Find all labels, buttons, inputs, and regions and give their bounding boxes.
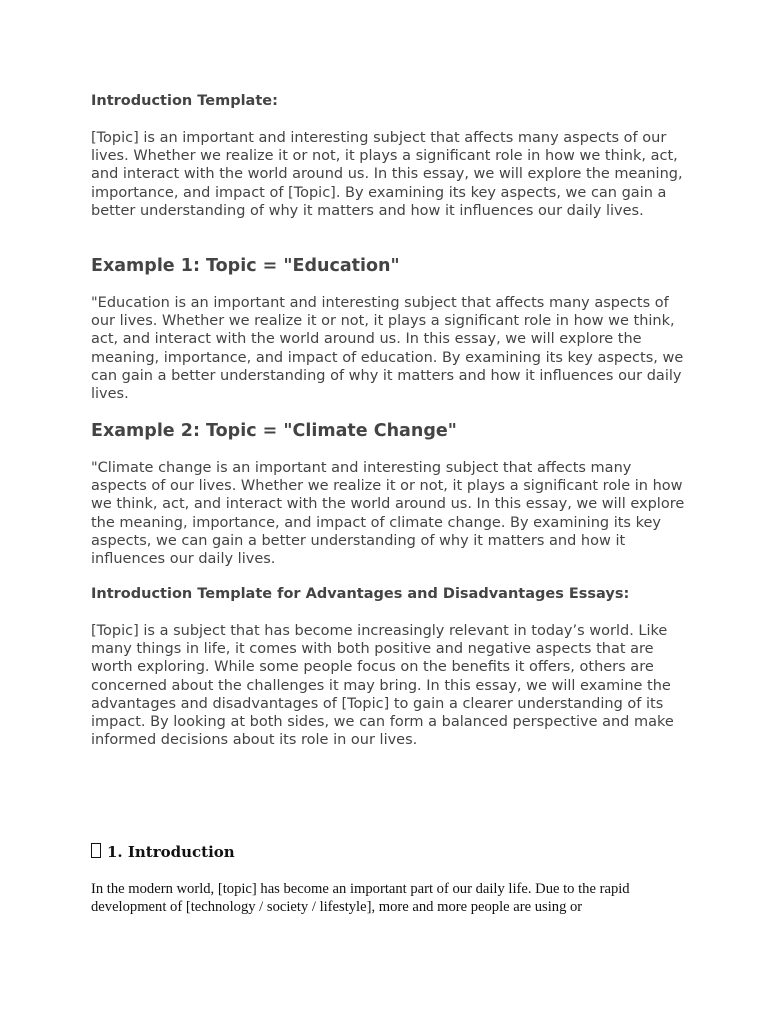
example-2-heading: Example 2: Topic = "Climate Change"	[91, 421, 457, 441]
advantages-template-heading: Introduction Template for Advantages and Disadvantages Essays:	[91, 586, 630, 602]
introduction-section-paragraph: In the modern world, [topic] has become an important part of our daily life. Due to the rapid development of [technology / society / lifestyle], more and more people are using or	[91, 881, 630, 915]
introduction-section-heading-text: 1. Introduction	[107, 843, 235, 861]
example-1-heading: Example 1: Topic = "Education"	[91, 256, 400, 276]
advantages-template-paragraph: [Topic] is a subject that has become increasingly relevant in today’s world. Like many things in life, it comes with both positive and negative aspects that are worth exploring. While some people focus on the benefits it offers, others are concerned about the challenges it may bring. In this essay, we will examine the advantages and disadvantages of [Topic] to gain a clearer understanding of its impact. By looking at both sides, we can form a balanced perspective and make informed decisions about its role in our lives.	[91, 623, 674, 749]
introduction-template-heading: Introduction Template:	[91, 93, 278, 109]
example-1-paragraph: "Education is an important and interesting subject that affects many aspects of our lives. Whether we realize it or not, it plays a significant role in how we think, act, and interact with the world around us. In this essay, we will explore the meaning, importance, and impact of education. By examining its key aspects, we can gain a better understanding of why it matters and how it influences our daily lives.	[91, 295, 684, 403]
introduction-section-heading	[91, 842, 691, 862]
example-2-paragraph: "Climate change is an important and interesting subject that affects many aspects of our lives. Whether we realize it or not, it plays a significant role in how we think, act, and interact with the world around us. In this essay, we will explore the meaning, importance, and impact of climate change. By examining its key aspects, we can gain a better understanding of why it matters and how it influences our daily lives.	[91, 460, 685, 568]
missing-glyph-icon	[91, 843, 101, 858]
introduction-template-paragraph: [Topic] is an important and interesting subject that affects many aspects of our lives. Whether we realize it or not, it plays a significant role in how we think, act, and interact with the world around us. In this essay, we will explore the meaning, importance, and impact of [Topic]. By examining its key aspects, we can gain a better understanding of why it matters and how it influences our daily lives.	[91, 130, 683, 219]
